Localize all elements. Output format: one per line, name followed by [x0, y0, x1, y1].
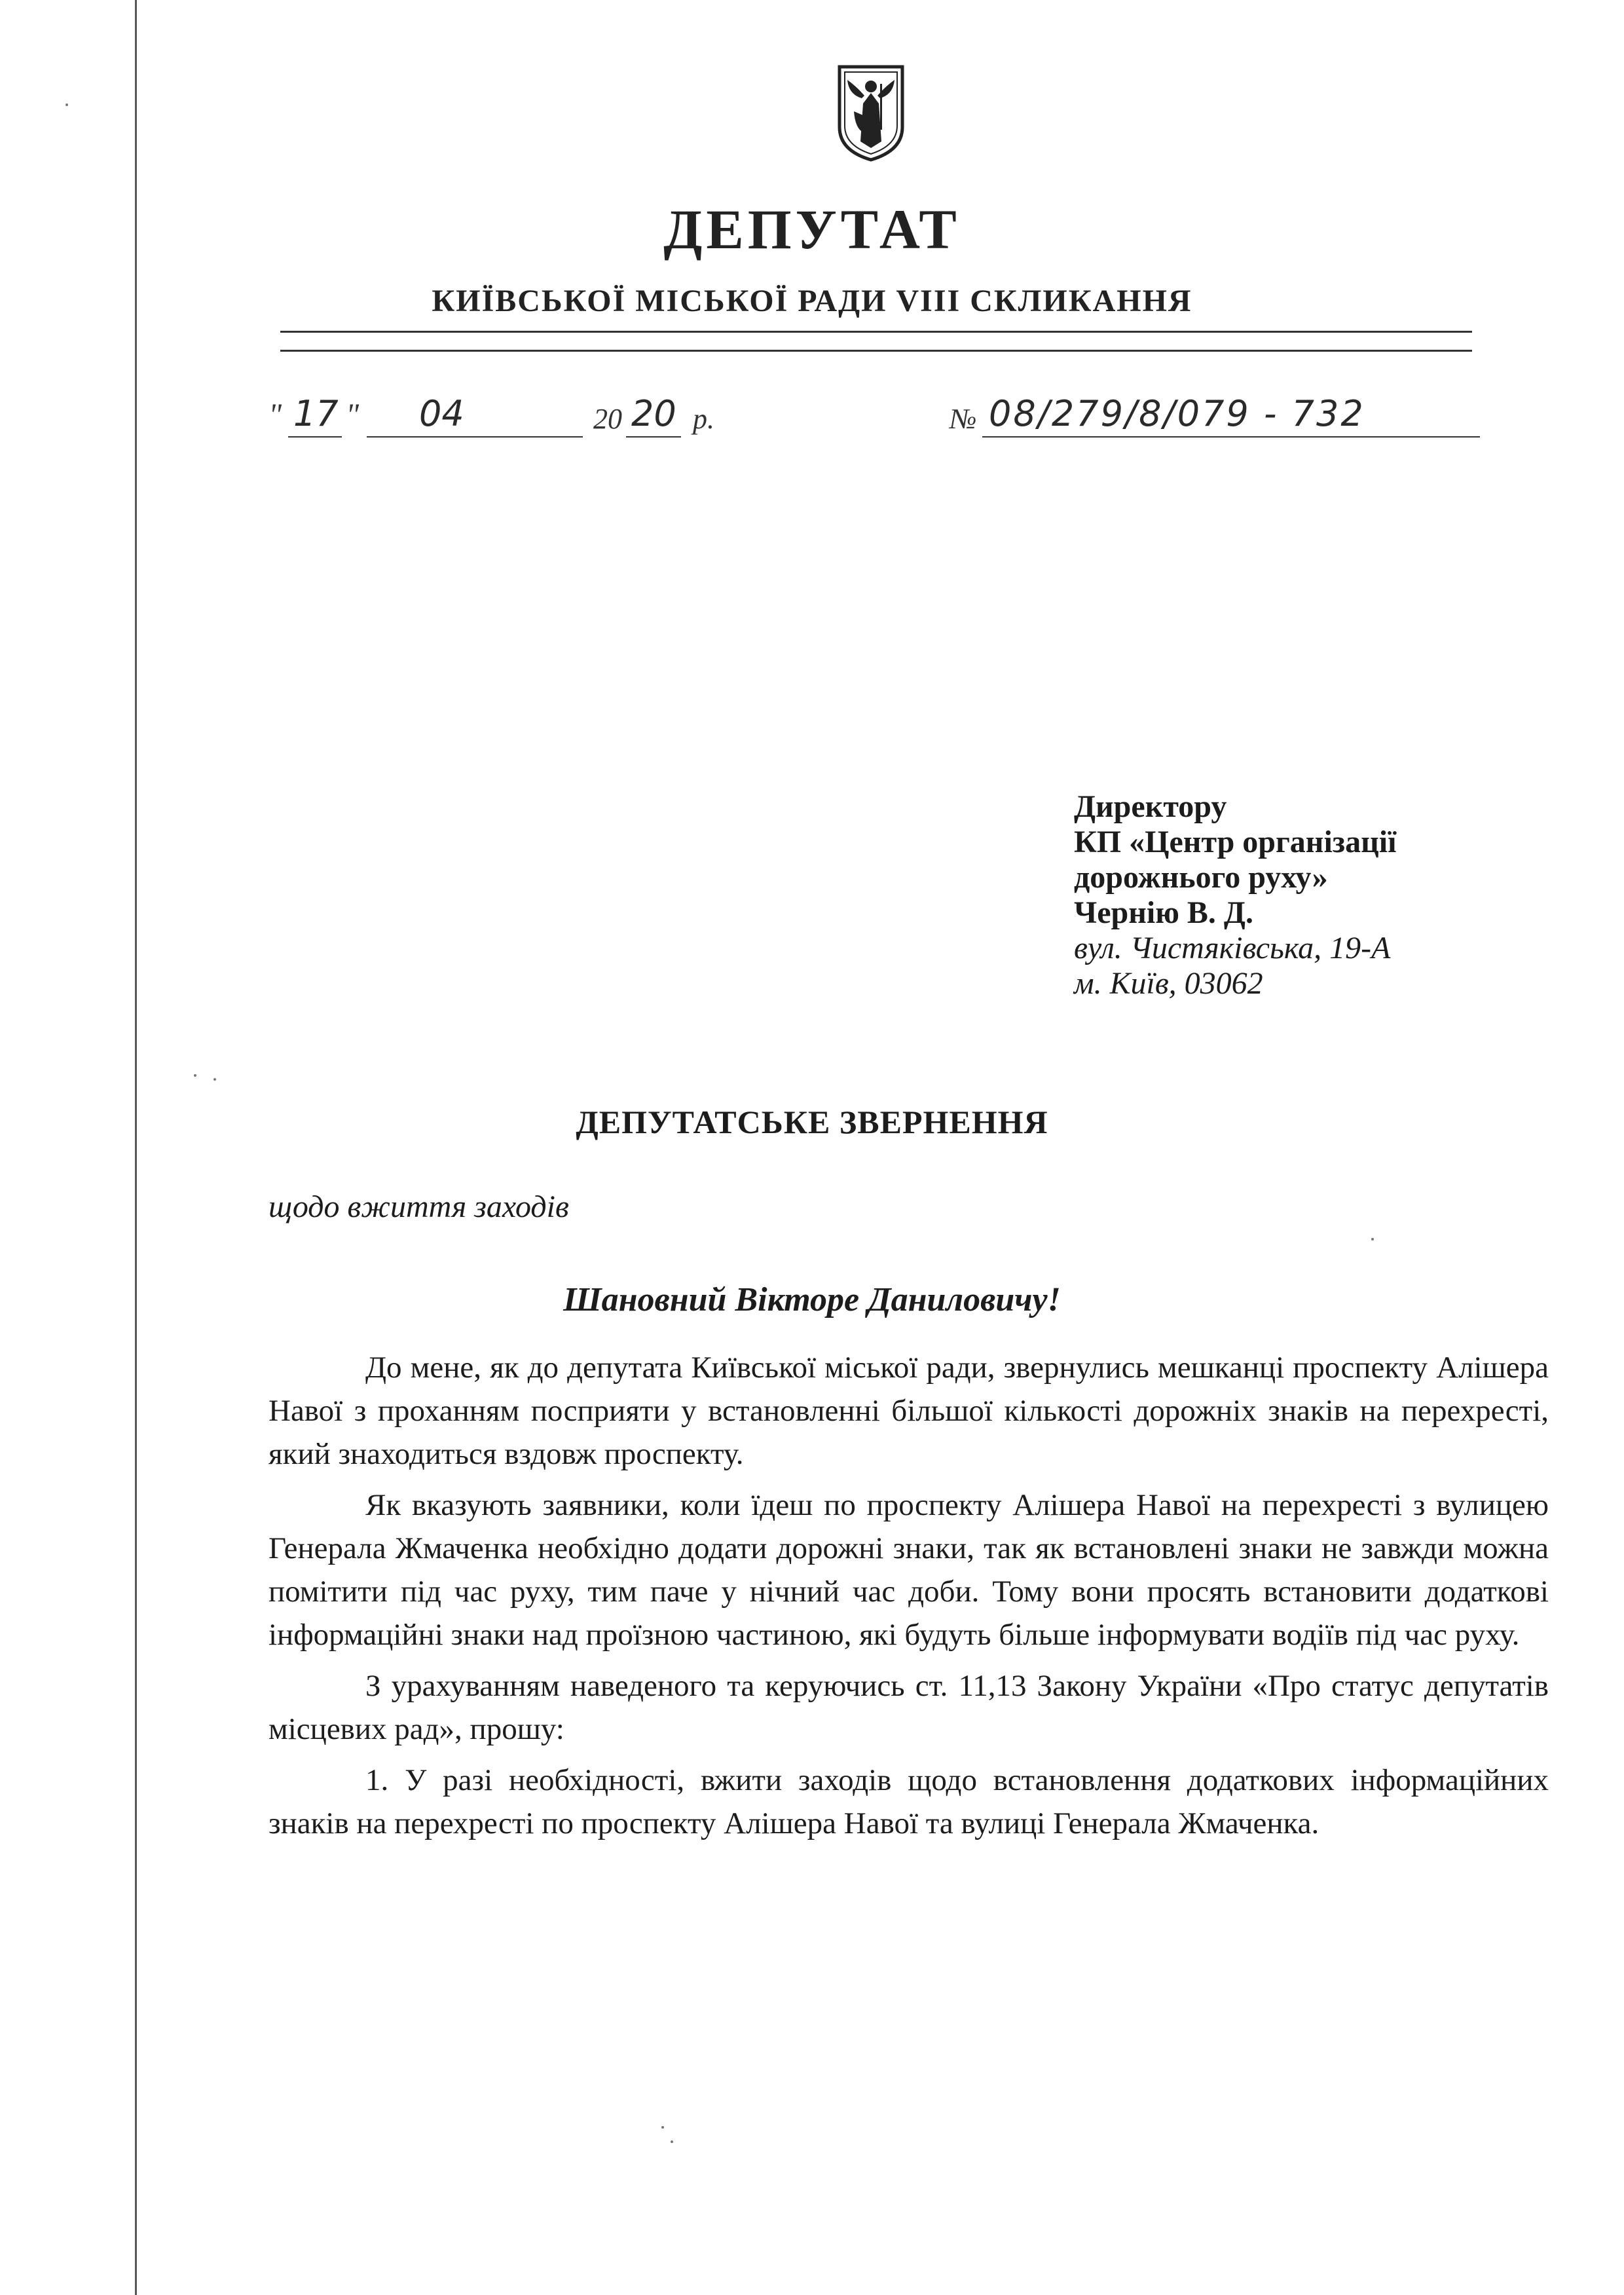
- addressee-organization-cont: дорожнього руху»: [1074, 860, 1328, 895]
- number-underline: [982, 436, 1480, 438]
- addressee-city: м. Київ, 03062: [1074, 966, 1263, 1001]
- year-underline: [626, 436, 681, 438]
- registration-row: [268, 393, 1480, 445]
- scan-speck: [671, 2140, 673, 2143]
- quote-mark: ": [346, 398, 360, 432]
- registration-month: 04: [419, 393, 464, 434]
- addressee-name: Чернію В. Д.: [1074, 895, 1253, 930]
- quote-mark: ": [268, 398, 282, 432]
- scan-speck: [1371, 1238, 1374, 1241]
- letter-body: [268, 1346, 1549, 1853]
- paragraph: З урахуванням наведеного та керуючись ст. 11,13 Закону України «Про статус депутатів місцевих рад», прошу:: [268, 1669, 1549, 1746]
- paragraph: До мене, як до депутата Київської міської ради, звернулись мешканці проспекту Алішера Навої з проханням посприяти у встановленні більшої кількості дорожніх знаків на перехресті, який знаходиться вздовж проспекту.: [268, 1351, 1549, 1471]
- paragraph: Як вказують заявники, коли їдеш по проспекту Алішера Навої на перехресті з вулицею Генерала Жмаченка необхідно додати дорожні знаки, так як встановлені знаки не завжди можна помітити під час руху, тим паче у нічний час доби. Тому вони просять встановити додаткові інформаційні знаки над проїзною частиною, які будуть більше інформувати водіїв під час руху.: [268, 1488, 1549, 1652]
- number-label: №: [950, 403, 977, 435]
- kyiv-coat-of-arms-icon: [837, 64, 905, 162]
- registration-number: 08/279/8/079 - 732: [989, 393, 1365, 434]
- addressee-block: [1074, 789, 1545, 1001]
- scan-speck: [213, 1078, 216, 1081]
- registration-year: 20: [631, 393, 676, 434]
- addressee-position: Директору: [1074, 789, 1227, 824]
- year-unit: р.: [693, 403, 714, 435]
- day-underline: [288, 436, 342, 438]
- registration-day: 17: [293, 393, 339, 434]
- addressee-street: вул. Чистяківська, 19-А: [1074, 931, 1391, 965]
- left-margin-line: [135, 0, 137, 2295]
- year-prefix: 20: [593, 403, 622, 435]
- document-title: ДЕПУТАТСЬКЕ ЗВЕРНЕННЯ: [576, 1104, 1048, 1140]
- header-divider: [280, 350, 1472, 352]
- scan-speck: [661, 2126, 664, 2129]
- scan-speck: [194, 1074, 196, 1077]
- document-subject: щодо вжиття заходів: [268, 1189, 569, 1224]
- header-divider: [280, 331, 1472, 333]
- greeting: Шановний Вікторе Даниловичу!: [563, 1281, 1061, 1318]
- scan-speck: [65, 103, 68, 106]
- addressee-organization: КП «Центр організації: [1074, 825, 1397, 859]
- month-underline: [367, 436, 583, 438]
- paragraph: 1. У разі необхідності, вжити заходів щодо встановлення додаткових інформаційних знаків на перехресті по проспекту Алішера Навої та вулиці Генерала Жмаченка.: [268, 1763, 1549, 1840]
- letterhead-title: ДЕПУТАТ: [663, 198, 961, 261]
- letterhead-subtitle: КИЇВСЬКОЇ МІСЬКОЇ РАДИ VIII СКЛИКАННЯ: [432, 284, 1192, 318]
